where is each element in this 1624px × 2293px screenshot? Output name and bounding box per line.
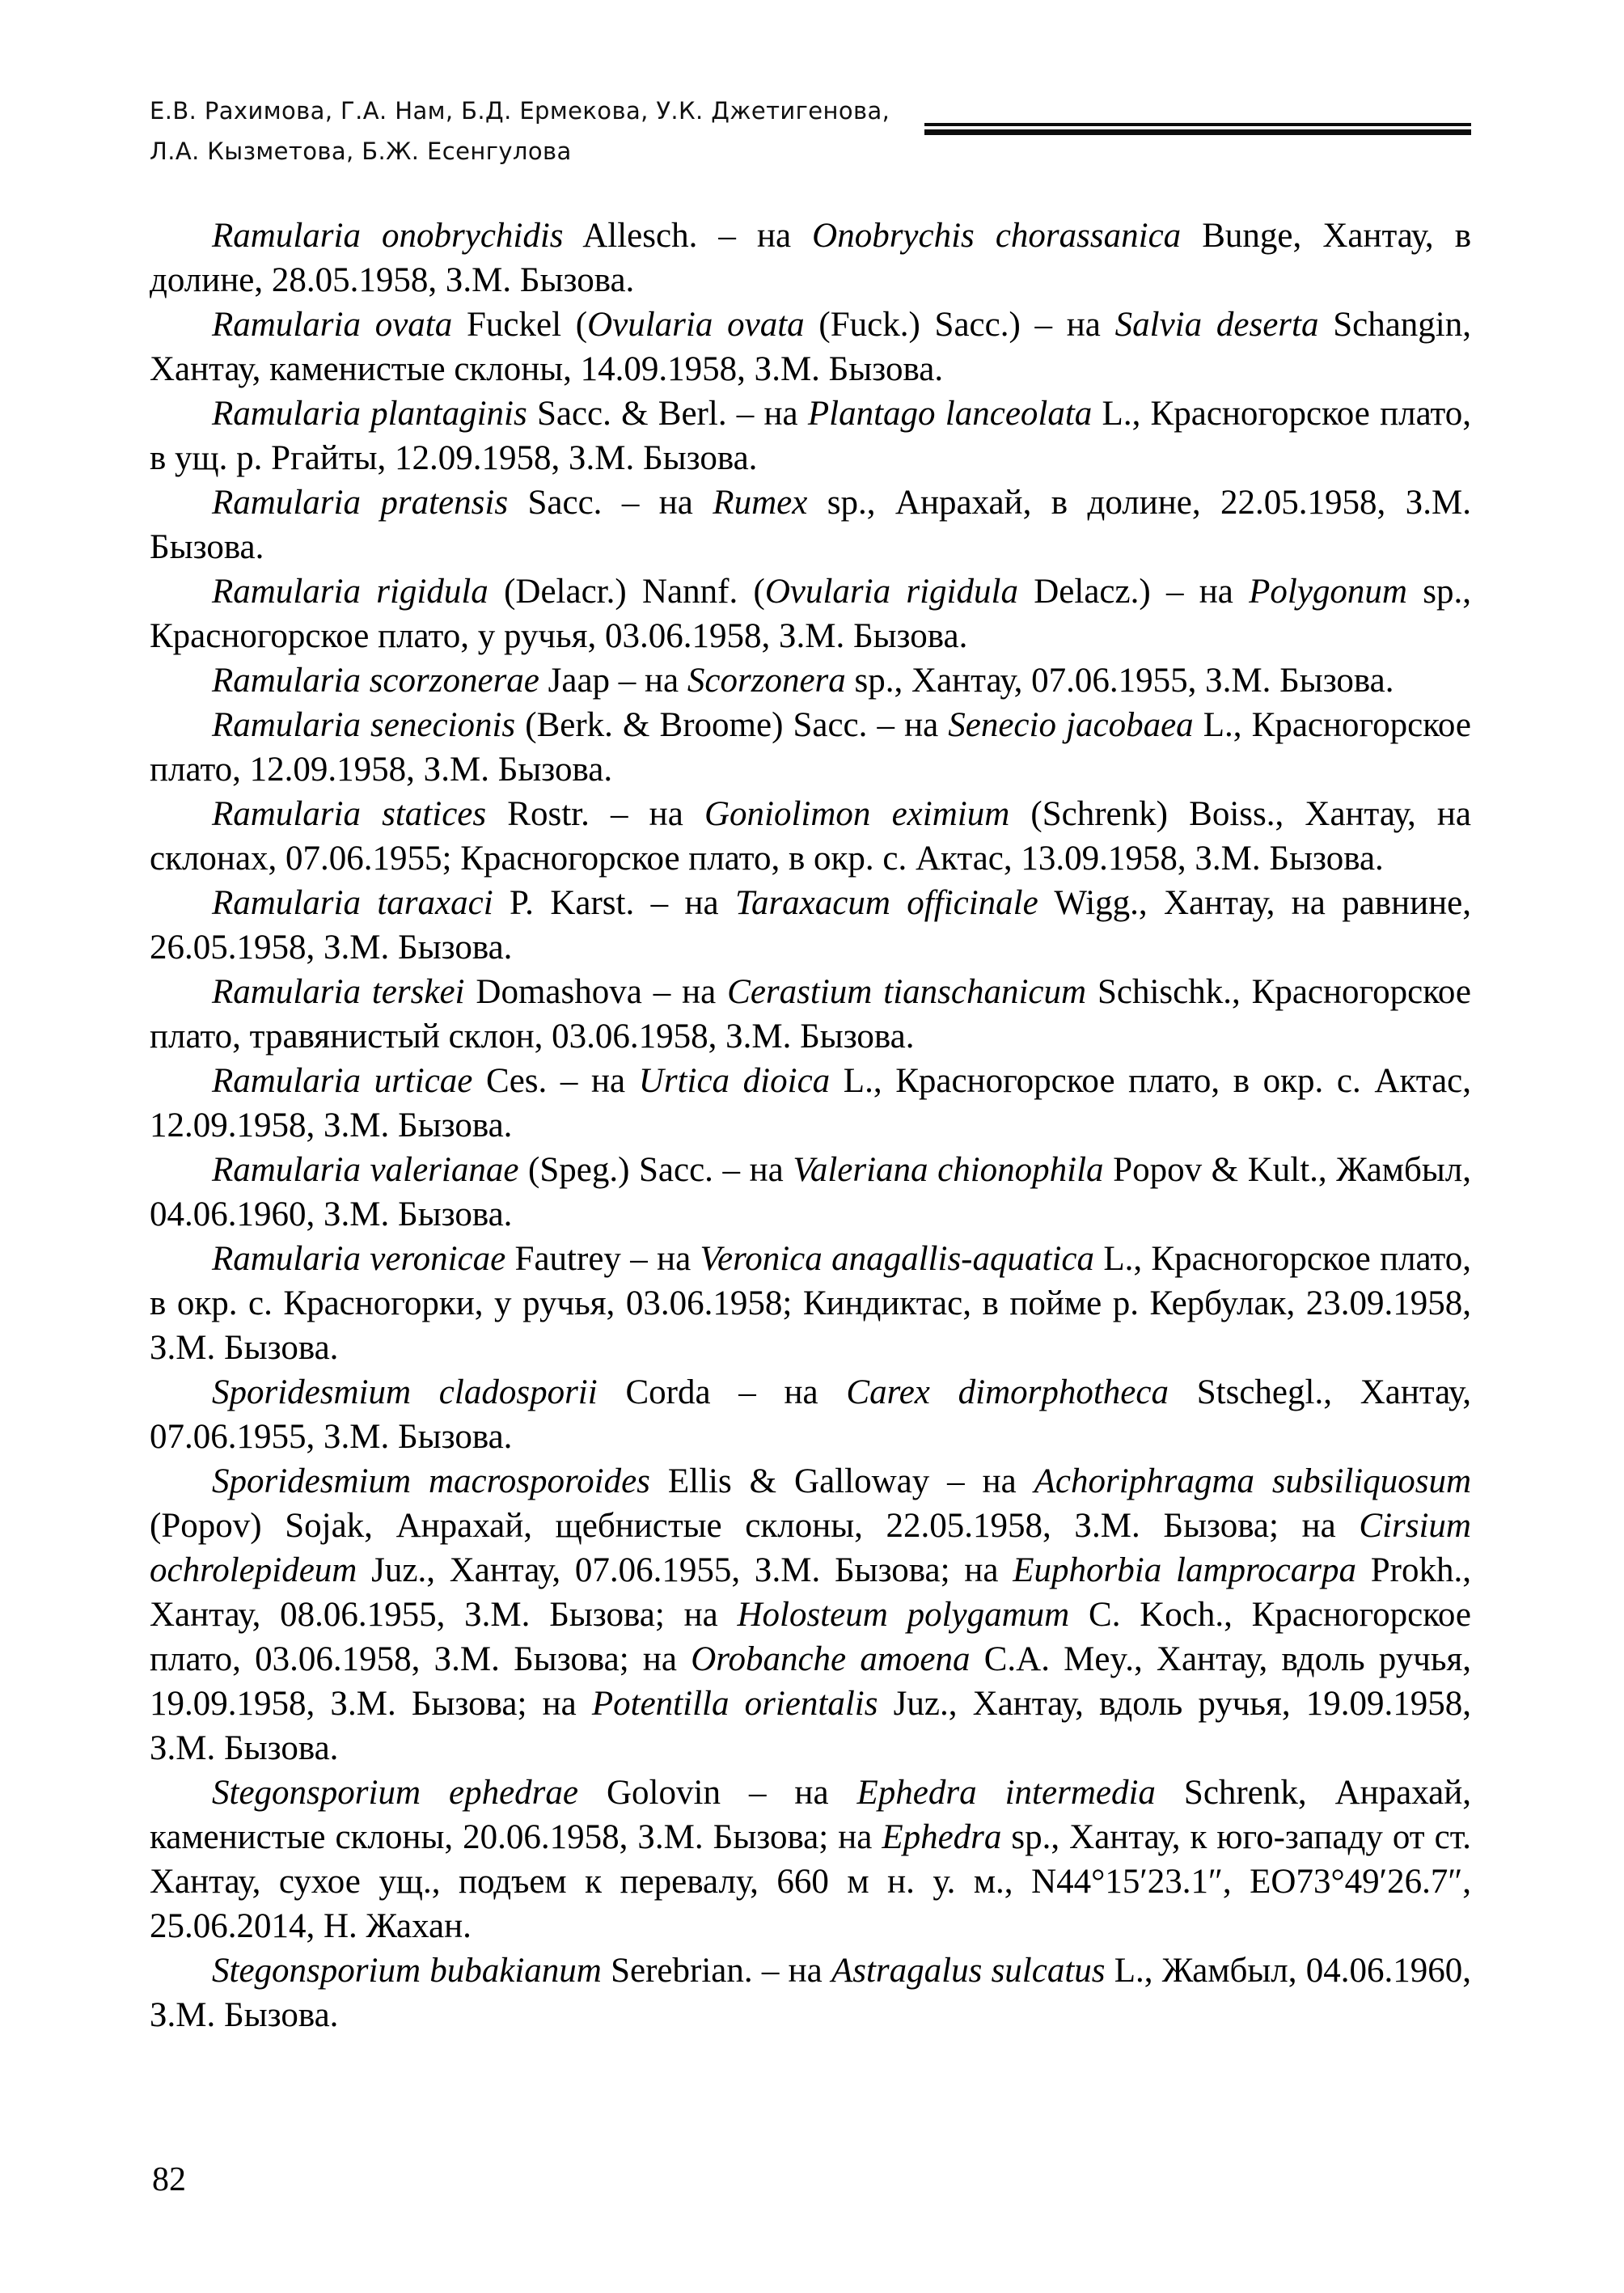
- record-text: Prokh., Хантау, 08.06.1955, З.М. Бызова; на: [150, 1551, 1471, 1634]
- record-text: Ellis & Galloway – на: [649, 1462, 1034, 1500]
- species-paragraph: [150, 480, 1471, 569]
- record-text: Corda – на: [597, 1373, 847, 1411]
- record-text: Sacc. – на: [508, 484, 713, 522]
- species-paragraph: [150, 214, 1471, 302]
- record-text: Juz., Хантау, 07.06.1955, З.М. Бызова; на: [357, 1551, 1013, 1589]
- record-text: Jaap – на: [539, 662, 687, 700]
- latin-name: Stegonsporium ephedrae: [212, 1774, 578, 1812]
- latin-name: Senecio jacobaea: [948, 706, 1194, 744]
- species-paragraph: [150, 569, 1471, 658]
- latin-name: Stegonsporium bubakianum: [212, 1952, 602, 1990]
- latin-name: Ramularia rigidula: [212, 573, 488, 611]
- record-text: C. Koch., Красногорское плато, 03.06.1958, З.М. Бызова; на: [150, 1596, 1471, 1678]
- record-text: Serebrian. – на: [601, 1952, 831, 1990]
- species-paragraph: [150, 1771, 1471, 1948]
- body-text: [150, 214, 1471, 2037]
- latin-name: Potentilla orientalis: [591, 1685, 878, 1723]
- latin-name: Ovularia ovata: [587, 306, 805, 344]
- latin-name: Ramularia taraxaci: [212, 884, 493, 922]
- species-paragraph: [150, 658, 1471, 703]
- record-text: Popov & Kult., Жамбыл, 04.06.1960, З.М. Бызова.: [150, 1151, 1471, 1233]
- record-text: Schangin, Хантау, каменистые склоны, 14.09.1958, З.М. Бызова.: [150, 306, 1471, 388]
- latin-name: Goniolimon eximium: [704, 795, 1010, 833]
- latin-name: Ramularia senecionis: [212, 706, 516, 744]
- latin-name: Ramularia terskei: [212, 973, 465, 1011]
- latin-name: Ramularia scorzonerae: [212, 662, 539, 700]
- latin-name: Rumex: [713, 484, 808, 522]
- species-paragraph: [150, 792, 1471, 881]
- latin-name: Ramularia ovata: [212, 306, 453, 344]
- record-text: (Berk. & Broome) Sacc. – на: [515, 706, 949, 744]
- record-text: (Schrenk) Boiss., Хантау, на склонах, 07.06.1955; Красногорское плато, в окр. с. Актас, 13.09.1958, З.М. Бызова.: [150, 795, 1471, 878]
- record-text: Delacz.) – на: [1017, 573, 1250, 611]
- latin-name: Sporidesmium cladosporii: [212, 1373, 598, 1411]
- species-paragraph: [150, 1059, 1471, 1148]
- record-text: Golovin – на: [578, 1774, 857, 1812]
- record-text: Stschegl., Хантау, 07.06.1955, З.М. Бызова.: [150, 1373, 1472, 1456]
- page-header-authors: [150, 91, 926, 171]
- record-text: sp., Хантау, 07.06.1955, З.М. Бызова.: [845, 662, 1394, 700]
- record-text: L., Красногорское плато, в окр. с. Актас, 12.09.1958, З.М. Бызова.: [150, 1062, 1472, 1144]
- record-text: Schischk., Красногорское плато, травянистый склон, 03.06.1958, З.М. Бызова.: [150, 973, 1471, 1056]
- latin-name: Sporidesmium macrosporoides: [212, 1462, 650, 1500]
- species-paragraph: [150, 1948, 1471, 2037]
- record-text: sp., Хантау, к юго-западу от ст. Хантау, сухое ущ., подъем к перевалу, 660 м н. у. м., N44°15′23.1″, EO73°49′26.7″, 25.06.2014, Н. Жахан.: [150, 1818, 1471, 1945]
- latin-name: Veronica anagallis-aquatica: [700, 1240, 1094, 1278]
- record-text: Juz., Хантау, вдоль ручья, 19.09.1958, З.М. Бызова.: [150, 1685, 1471, 1767]
- record-text: Fautrey – на: [505, 1240, 700, 1278]
- latin-name: Carex dimorphotheca: [846, 1373, 1169, 1411]
- record-text: Sacc. & Berl. – на: [527, 395, 808, 433]
- species-paragraph: [150, 1370, 1471, 1459]
- record-text: (Fuck.) Sacc.) – на: [804, 306, 1115, 344]
- latin-name: Ovularia rigidula: [764, 573, 1018, 611]
- latin-name: Onobrychis chorassanica: [812, 217, 1182, 255]
- species-paragraph: [150, 302, 1471, 391]
- species-paragraph: [150, 1148, 1471, 1237]
- record-text: Bunge, Хантау, в долине, 28.05.1958, З.М. Бызова.: [150, 217, 1471, 299]
- species-paragraph: [150, 881, 1471, 970]
- record-text: Schrenk, Анрахай, каменистые склоны, 20.06.1958, З.М. Бызова; на: [150, 1774, 1471, 1856]
- record-text: C.A. Mey., Хантау, вдоль ручья, 19.09.1958, З.М. Бызова; на: [150, 1640, 1471, 1723]
- latin-name: Ramularia pratensis: [212, 484, 509, 522]
- latin-name: Ramularia veronicae: [212, 1240, 506, 1278]
- record-text: Allesch. – на: [563, 217, 813, 255]
- latin-name: Astragalus sulcatus: [831, 1952, 1106, 1990]
- latin-name: Ramularia plantaginis: [212, 395, 527, 433]
- latin-name: Salvia deserta: [1114, 306, 1319, 344]
- authors-line-1: Е.В. Рахимова, Г.А. Нам, Б.Д. Ермекова, У.К. Джетигенова,: [150, 97, 890, 125]
- record-text: L., Красногорское плато, 12.09.1958, З.М. Бызова.: [150, 706, 1471, 789]
- record-text: Wigg., Хантау, на равнине, 26.05.1958, З.М. Бызова.: [150, 884, 1471, 967]
- species-paragraph: [150, 1459, 1471, 1771]
- page-number: 82: [152, 2161, 186, 2198]
- latin-name: Ramularia urticae: [212, 1062, 473, 1100]
- latin-name: Achoriphragma subsiliquosum: [1034, 1462, 1471, 1500]
- latin-name: Scorzonera: [687, 662, 846, 700]
- record-text: sp., Анрахай, в долине, 22.05.1958, З.М. Бызова.: [150, 484, 1471, 566]
- latin-name: Holosteum polygamum: [737, 1596, 1070, 1634]
- record-text: Ces. – на: [472, 1062, 639, 1100]
- record-text: (Popov) Sojak, Анрахай, щебнистые склоны, 22.05.1958, З.М. Бызова; на: [150, 1507, 1360, 1545]
- latin-name: Orobanche amoena: [691, 1640, 971, 1678]
- latin-name: Ephedra: [882, 1818, 1002, 1856]
- latin-name: Ephedra intermedia: [856, 1774, 1156, 1812]
- latin-name: Plantago lanceolata: [807, 395, 1093, 433]
- record-text: Fuckel (: [452, 306, 588, 344]
- record-text: Domashova – на: [464, 973, 728, 1011]
- latin-name: Cerastium tianschanicum: [727, 973, 1087, 1011]
- header-double-rule: [924, 123, 1471, 135]
- record-text: L., Жамбыл, 04.06.1960, З.М. Бызова.: [150, 1952, 1472, 2034]
- latin-name: Urtica dioica: [638, 1062, 831, 1100]
- species-paragraph: [150, 703, 1471, 792]
- record-text: (Speg.) Sacc. – на: [518, 1151, 793, 1189]
- record-text: sp., Красногорское плато, у ручья, 03.06.1958, З.М. Бызова.: [150, 573, 1472, 655]
- latin-name: Taraxacum officinale: [734, 884, 1038, 922]
- species-paragraph: [150, 391, 1471, 480]
- record-text: (Delacr.) Nannf. (: [488, 573, 765, 611]
- record-text: L., Красногорское плато, в ущ. р. Ргайты, 12.09.1958, З.М. Бызова.: [150, 395, 1472, 477]
- latin-name: Valeriana chionophila: [793, 1151, 1104, 1189]
- latin-name: Ramularia valerianae: [212, 1151, 519, 1189]
- latin-name: Ramularia statices: [212, 795, 487, 833]
- record-text: P. Karst. – на: [493, 884, 735, 922]
- latin-name: Euphorbia lamprocarpa: [1013, 1551, 1356, 1589]
- species-paragraph: [150, 970, 1471, 1059]
- latin-name: Ramularia onobrychidis: [212, 217, 564, 255]
- record-text: L., Красногорское плато, в окр. с. Красногорки, у ручья, 03.06.1958; Киндиктас, в пойме р. Кербулак, 23.09.1958, З.М. Бызова.: [150, 1240, 1472, 1367]
- latin-name: Polygonum: [1249, 573, 1407, 611]
- species-paragraph: [150, 1237, 1471, 1370]
- authors-line-2: Л.А. Кызметова, Б.Ж. Есенгулова: [150, 137, 572, 165]
- rule-thick-line: [924, 129, 1471, 135]
- record-text: Rostr. – на: [486, 795, 704, 833]
- latin-name: Cirsium ochrolepideum: [150, 1507, 1471, 1589]
